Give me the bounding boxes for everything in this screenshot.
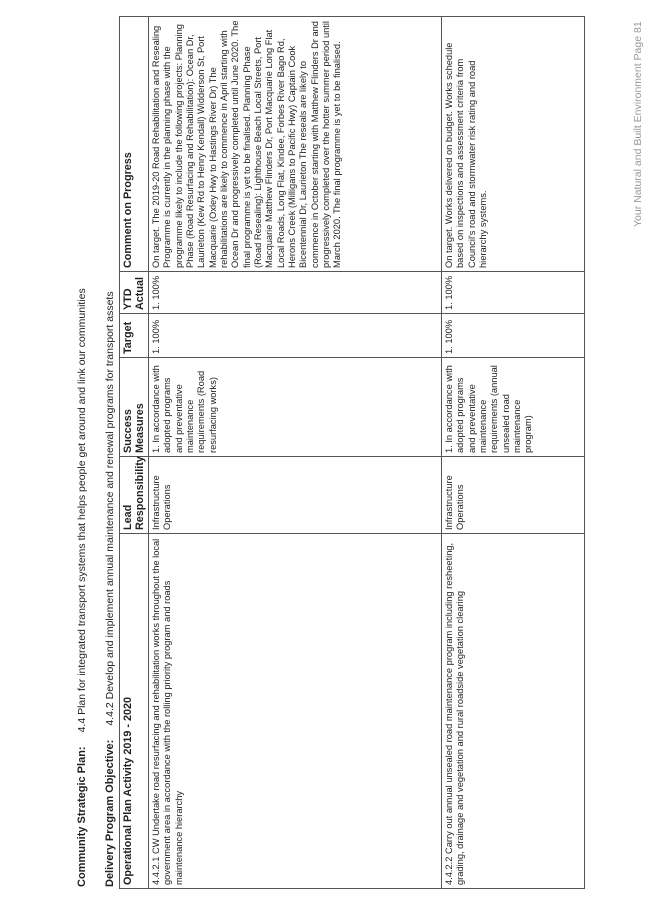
ytd-cell: 1. 100% [442,272,585,314]
csp-label: Community Strategic Plan: [76,746,88,887]
comment-cell: On target. Works delivered on budget. Works schedule based on inspections and assessment criteria from Council's road and stormwater risk rating and road hierarchy systems. [442,17,585,272]
dpo-line [104,291,116,887]
csp-line [76,288,88,887]
measures-cell: 1. In accordance with adopted programs and preventative maintenance requirements (Road resurfacing works) [149,358,442,457]
lead-cell: Infrastructure Operations [442,457,585,534]
target-cell: 1. 100% [149,314,442,358]
col-header-lead: Lead Responsibility [120,457,149,534]
table-row [149,17,442,889]
activity-cell: 4.4.2.2 Carry out annual unsealed road maintenance program including resheeting, grading, drainage and vegetation and rural roadside vegetation clearing [442,534,585,889]
comment-cell: On target. The 2019-20 Road Rehabilitation and Resealing Programme is currently in the planning phase with the programme likely to include the following projects: Planning Phase (Road Resurfacing and Rehabilitation): Ocean Dr, Laurieton (Kew Rd to Henry Kendall) Widderson St, Port Macquarie (Oxley Hwy to Hastings River Dr) The rehabilitations are likely to commence in April starting with Ocean Dr and progressively completed until June 2020. The final programme is yet to be finalised. Planning Phase (Road Resealing): Lighthouse Beach Local Streets, Port Macquarie Matthew Flinders Dr, Port Macquarie Long Flat Local Roads, Long Flat, Kindee, Forbes River Bago Rd, Herons Creek (Milligans to Pacific Hwy) Captain Cook Bicentennial Dr, Laurieton The reseals are likely to commence in October starting with Matthew Flinders Dr and progressively completed over the hotter summer period until March 2020. The final programme is yet to be finalised. [149,17,442,272]
col-header-comment: Comment on Progress [120,17,149,272]
ytd-cell: 1. 100% [149,272,442,314]
dpo-text: 4.4.2 Develop and implement annual maintenance and renewal programs for transport assets [104,291,116,726]
lead-cell: Infrastructure Operations [149,457,442,534]
csp-text: 4.4 Plan for integrated transport systems that helps people get around and link our communities [76,288,88,733]
page-footer: Your Natural and Built Environment Page 81 [632,21,644,227]
col-header-measures: Success Measures [120,358,149,457]
target-cell: 1. 100% [442,314,585,358]
measures-cell: 1. In accordance with adopted programs and preventative maintenance requirements (annual unsealed road maintenance program) [442,358,585,457]
col-header-target: Target [120,314,149,358]
dpo-label: Delivery Program Objective: [104,739,116,887]
col-header-ytd: YTD Actual [120,272,149,314]
table-header-row [120,17,149,889]
col-header-activity: Operational Plan Activity 2019 - 2020 [120,534,149,889]
activity-cell: 4.4.2.1 CW Undertake road resurfacing and rehabilitation works throughout the local government area in accordance with the rolling priority program and roads maintenance hierarchy [149,534,442,889]
operational-plan-table [119,16,585,889]
table-row [442,17,585,889]
